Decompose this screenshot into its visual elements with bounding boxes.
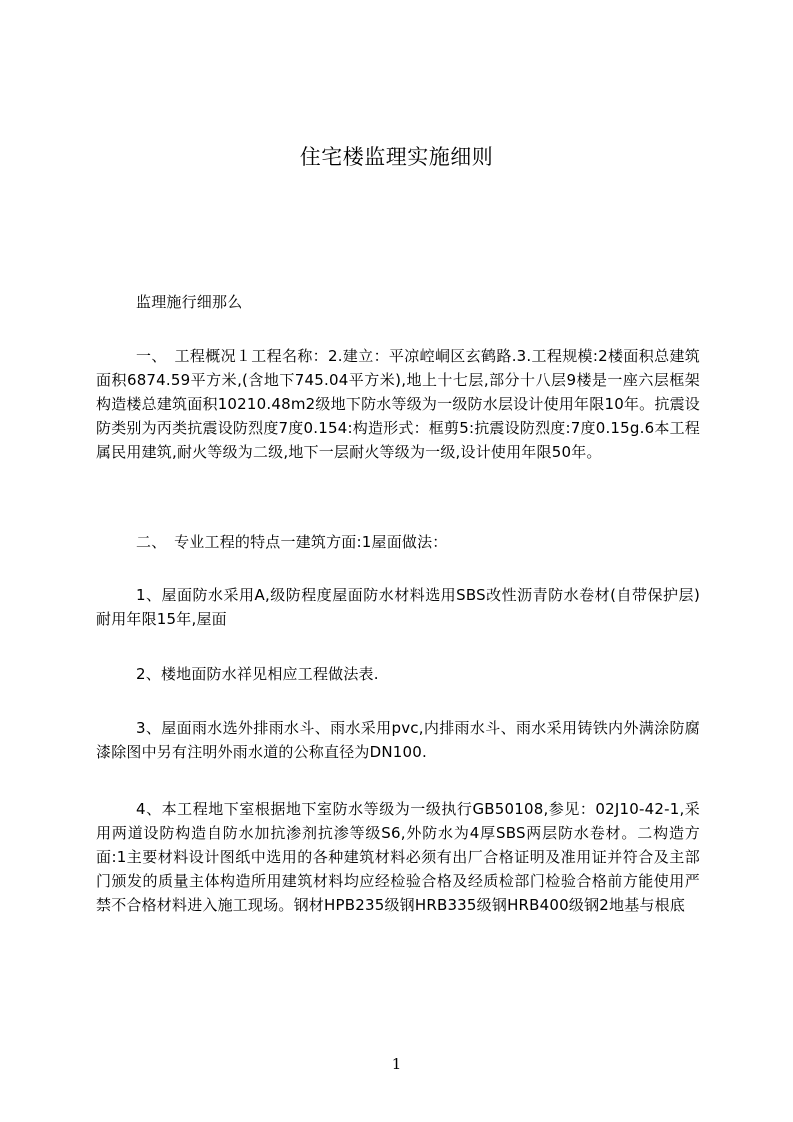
paragraph-floor-waterproofing: 2、楼地面防水祥见相应工程做法表. [136, 665, 379, 683]
paragraph-roof-drainage: 3、屋面雨水选外排雨水斗、雨水采用pvc,内排雨水斗、雨水采用铸铁内外满涂防腐漆除图中另有注明外雨水道的公称直径为DN100. [96, 719, 700, 761]
page-number: 1 [391, 1055, 402, 1073]
document-title: 住宅楼监理实施细则 [299, 145, 494, 169]
document-subtitle: 监理施行细那么 [136, 293, 243, 311]
paragraph-specialty-features: 二、 专业工程的特点一建筑方面:1屋面做法： [136, 533, 448, 551]
paragraph-project-overview: 一、 工程概况１工程名称：2.建立：平凉崆峒区玄鹤路.3.工程规模:2楼面积总建筑面积6874.59平方米,(含地下745.04平方米),地上十七层,部分十八层9楼是一座六层框架构造楼总建筑面积10210.48m2级地下防水等级为一级防水层设计使用年限10年。抗震设防类别为丙类抗震设防烈度7度0.154:构造形式：框剪5:抗震设防烈度:7度0.15g.6本工程属民用建筑,耐火等级为二级,地下一层耐火等级为一级,设计使用年限50年。 [96, 347, 700, 461]
paragraph-roof-waterproofing: 1、屋面防水采用A,级防程度屋面防水材料选用SBS改性沥青防水卷材(自带保护层)耐用年限15年,屋面 [96, 586, 700, 628]
paragraph-basement-waterproofing: 4、本工程地下室根据地下室防水等级为一级执行GB50108,参见：02J10-42-1,采用两道设防构造自防水加抗渗剂抗渗等级S6,外防水为4厚SBS两层防水卷材。二构造方面:1主要材料设计图纸中选用的各种建筑材料必须有出厂合格证明及准用证并符合及主部门颁发的质量主体构造所用建筑材料均应经检验合格及经质检部门检验合格前方能使用严禁不合格材料进入施工现场。钢材HPB235级钢HRB335级钢HRB400级钢2地基与根底 [96, 800, 700, 914]
